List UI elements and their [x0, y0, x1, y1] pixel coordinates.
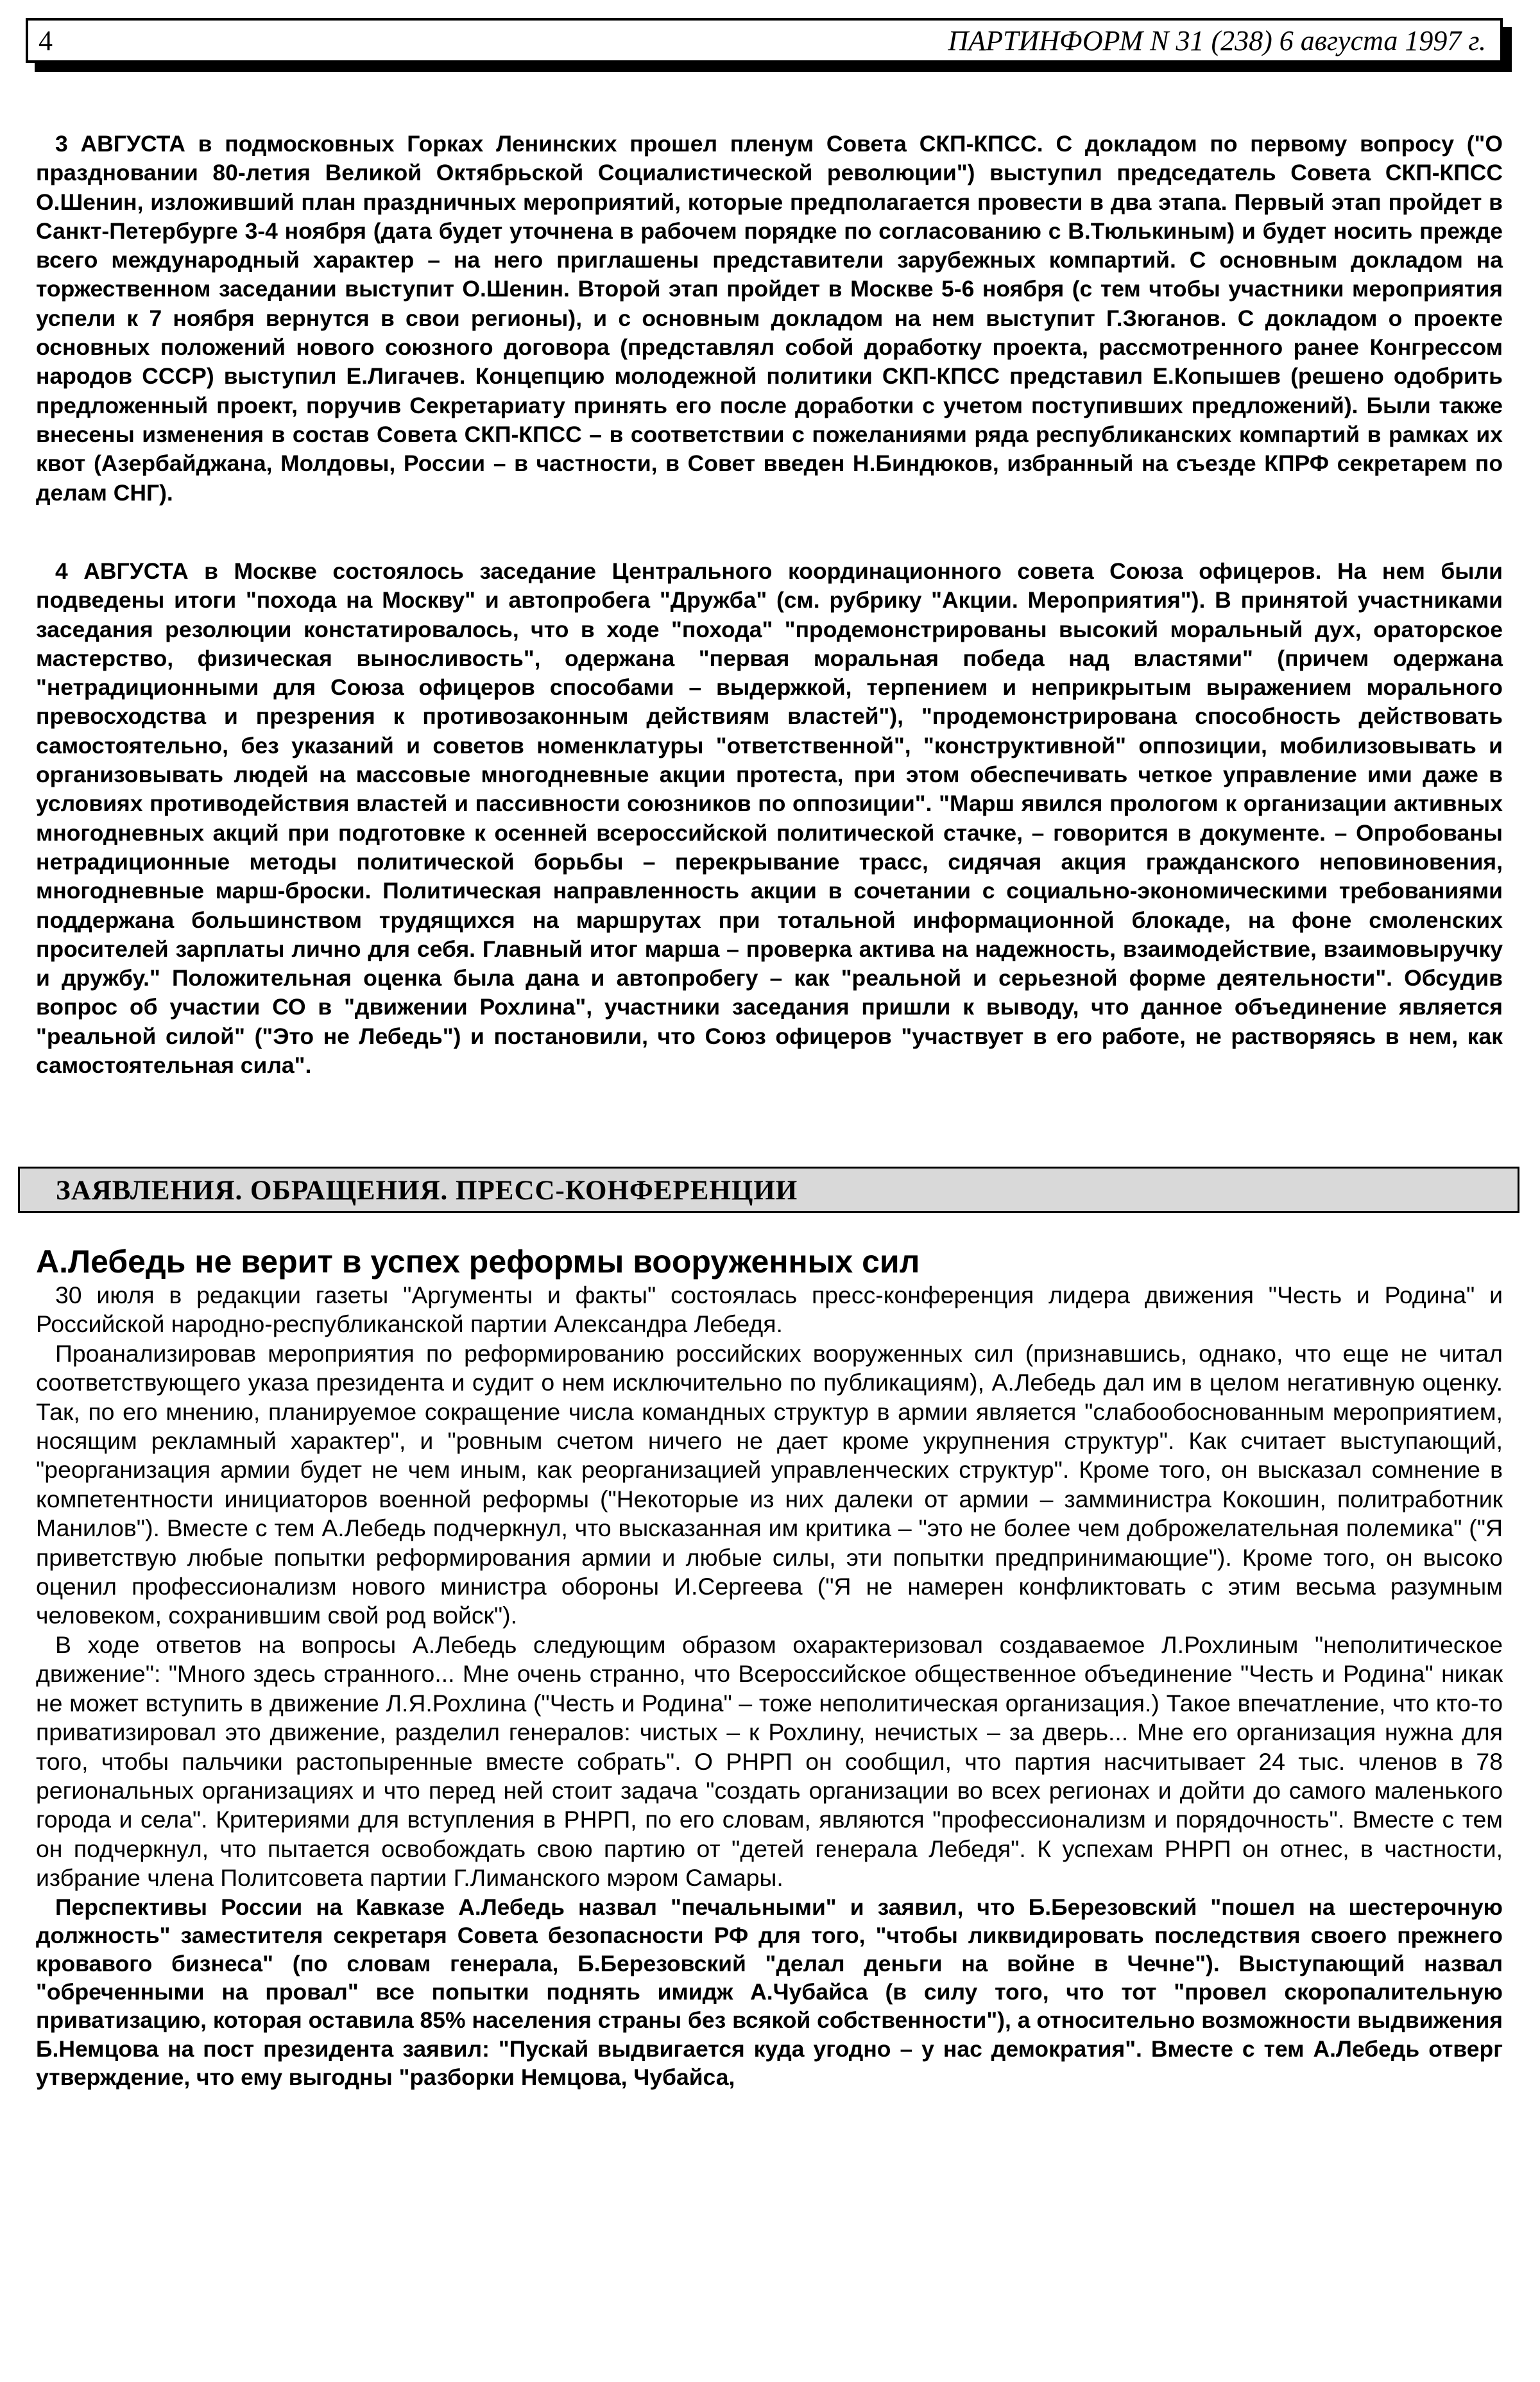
news-paragraph: 3 АВГУСТА в подмосковных Горках Ленинских прошел пленум Совета СКП-КПСС. С докладом по первому вопросу ("О праздновании 80-летия Великой Октябрьской Социалистической революции") выступил председатель Совета СКП-КПСС О.Шенин, изложивший план праздничных мероприятий, которые предполагается провести в два этапа. Первый этап пройдет в Санкт-Петербурге 3-4 ноября (дата будет уточнена в рабочем порядке по согласованию с В.Тюлькиным) и будет носить прежде всего международный характер – на него приглашены представители зарубежных компартий. С основным докладом на торжественном заседании выступит О.Шенин. Второй этап пройдет в Москве 5-6 ноября (с тем чтобы участники мероприятия успели к 7 ноября вернутся в свои регионы), и с основным докладом на нем выступит Г.Зюганов. С докладом о проекте основных положений нового союзного договора (представлял собой доработку проекта, рассмотренного ранее Конгрессом народов СССР) выступил Е.Лигачев. Концепцию молодежной политики СКП-КПСС представил Е.Копышев (решено одобрить предложенный проект, поручив Секретариату принять его после доработки с учетом поступивших предложений). Были также внесены изменения в состав Совета СКП-КПСС – в соответствии с пожеланиями ряда республиканских компартий в рамках их квот (Азербайджана, Молдовы, России – в частности, в Совет введен Н.Биндюков, избранный на съезде КПРФ секретарем по делам СНГ). [36, 131, 1503, 506]
running-header [26, 18, 1503, 63]
article-paragraph: В ходе ответов на вопросы А.Лебедь следующим образом охарактеризовал создаваемое Л.Рохлиным "неполитическое движение": "Много здесь странного... Мне очень странно, что Всероссийское общественное объединение "Честь и Родина" никак не может вступить в движение Л.Я.Рохлина ("Честь и Родина" – тоже неполитическая организация.) Такое впечатление, что кто-то приватизировал это движение, разделил генералов: чистых – к Рохлину, нечистых – за дверь... Мне его организация нужна для того, чтобы пальчики растопыренные вместе собрать". О РНРП он сообщил, что партия насчитывает 24 тыс. членов в 78 региональных организациях и что перед ней стоит задача "создать организации во всех регионах и дойти до самого маленького города и села". Критериями для вступления в РНРП, по его словам, являются "профессионализм и порядочность". Вместе с тем он подчеркнул, что пытается освобождать свою партию от "детей генерала Лебедя". К успехам РНРП он отнес, в частности, избрание члена Политсовета партии Г.Лиманского мэром Самары. [36, 1631, 1503, 1892]
page-number: 4 [38, 25, 53, 56]
section-title: ЗАЯВЛЕНИЯ. ОБРАЩЕНИЯ. ПРЕСС-КОНФЕРЕНЦИИ [56, 1176, 798, 1206]
article-headline: А.Лебедь не верит в успех реформы вооруженных сил [36, 1244, 920, 1280]
article-paragraph: Перспективы России на Кавказе А.Лебедь назвал "печальными" и заявил, что Б.Березовский "пошел на шестерочную должность" заместителя секретаря Совета безопасности РФ для того, "чтобы ликвидировать последствия своего прежнего кровавого бизнеса" (по словам генерала, Б.Березовский "делал деньги на войне в Чечне"). Выступающий назвал "обреченными на провал" все попытки поднять имидж А.Чубайса (в силу того, что тот "провел скоропалительную приватизацию, которая оставила 85% населения страны без всякой собственности"), а относительно возможности выдвижения Б.Немцова на пост президента заявил: "Пускай выдвигается куда угодно – у нас демократия". Вместе с тем А.Лебедь отверг утверждение, что ему выгодны "разборки Немцова, Чубайса, [36, 1894, 1503, 2090]
news-paragraph: 4 АВГУСТА в Москве состоялось заседание Центрального координационного совета Союза офицеров. На нем были подведены итоги "похода на Москву" и автопробега "Дружба" (см. рубрику "Акции. Мероприятия"). В принятой участниками заседания резолюции констатировалось, что в ходе "похода" "продемонстрированы высокий моральный дух, ораторское мастерство, физическая выносливость", одержана "первая моральная победа над властями" (причем одержана "нетрадиционными для Союза офицеров способами – выдержкой, терпением и неприкрытым выражением морального превосходства и презрения к противозаконным действиям властей"), "продемонстрирована способность действовать самостоятельно, без указаний и советов номенклатуры "ответственной", "конструктивной" оппозиции, мобилизовывать и организовывать людей на массовые многодневные акции протеста, при этом обеспечивать четкое управление ими даже в условиях противодействия властей и пассивности союзников по оппозиции". "Марш явился прологом к организации активных многодневных акций при подготовке к осенней всероссийской политической стачке, – говорится в документе. – Опробованы нетрадиционные методы политической борьбы – перекрывание трасс, сидячая акция гражданского неповиновения, многодневные марш-броски. Политическая направленность акции в сочетании с социально-экономическими требованиями поддержана большинством трудящихся на маршрутах при тотальной информационной блокаде, на фоне смоленских просителей зарплаты лично для себя. Главный итог марша – проверка актива на надежность, взаимодействие, взаимовыручку и дружбу." Положительная оценка была дана и автопробегу – как "реальной и серьезной форме деятельности". Обсудив вопрос об участии СО в "движении Рохлина", участники заседания пришли к выводу, что данное объединение является "реальной силой" ("Это не Лебедь") и постановили, что Союз офицеров "участвует в его работе, не растворяясь в нем, как самостоятельная сила". [36, 558, 1503, 1079]
issue-line: ПАРТИНФОРМ N 31 (238) 6 августа 1997 г. [948, 25, 1486, 56]
article-paragraph: Проанализировав мероприятия по реформированию российских вооруженных сил (признавшись, однако, что еще не читал соответствующего указа президента и судит о нем исключительно по публикациям), А.Лебедь дал им в целом негативную оценку. Так, по его мнению, планируемое сокращение числа командных структур в армии является "слабообоснованным мероприятием, носящим рекламный характер", и "ровным счетом ничего не дает кроме укрупнения структур". Как считает выступающий, "реорганизация армии будет не чем иным, как реорганизацией управленческих структур". Кроме того, он высказал сомнение в компетентности инициаторов военной реформы ("Некоторые из них далеки от армии – замминистра Кокошин, политработник Манилов"). Вместе с тем А.Лебедь подчеркнул, что высказанная им критика – "это не более чем доброжелательная полемика" ("Я приветствую любые попытки реформирования армии и любые силы, эти попытки предпринимающие"). Кроме того, он высоко оценил профессионализм нового министра обороны И.Сергеева ("Я не намерен конфликтовать с этим весьма разумным человеком, сохранившим свой род войск"). [36, 1339, 1503, 1629]
section-header [18, 1167, 1519, 1213]
article-paragraph: 30 июля в редакции газеты "Аргументы и факты" состоялась пресс-конференция лидера движения "Честь и Родина" и Российской народно-республиканской партии Александра Лебедя. [36, 1281, 1503, 1338]
article-body [36, 1281, 1503, 2091]
